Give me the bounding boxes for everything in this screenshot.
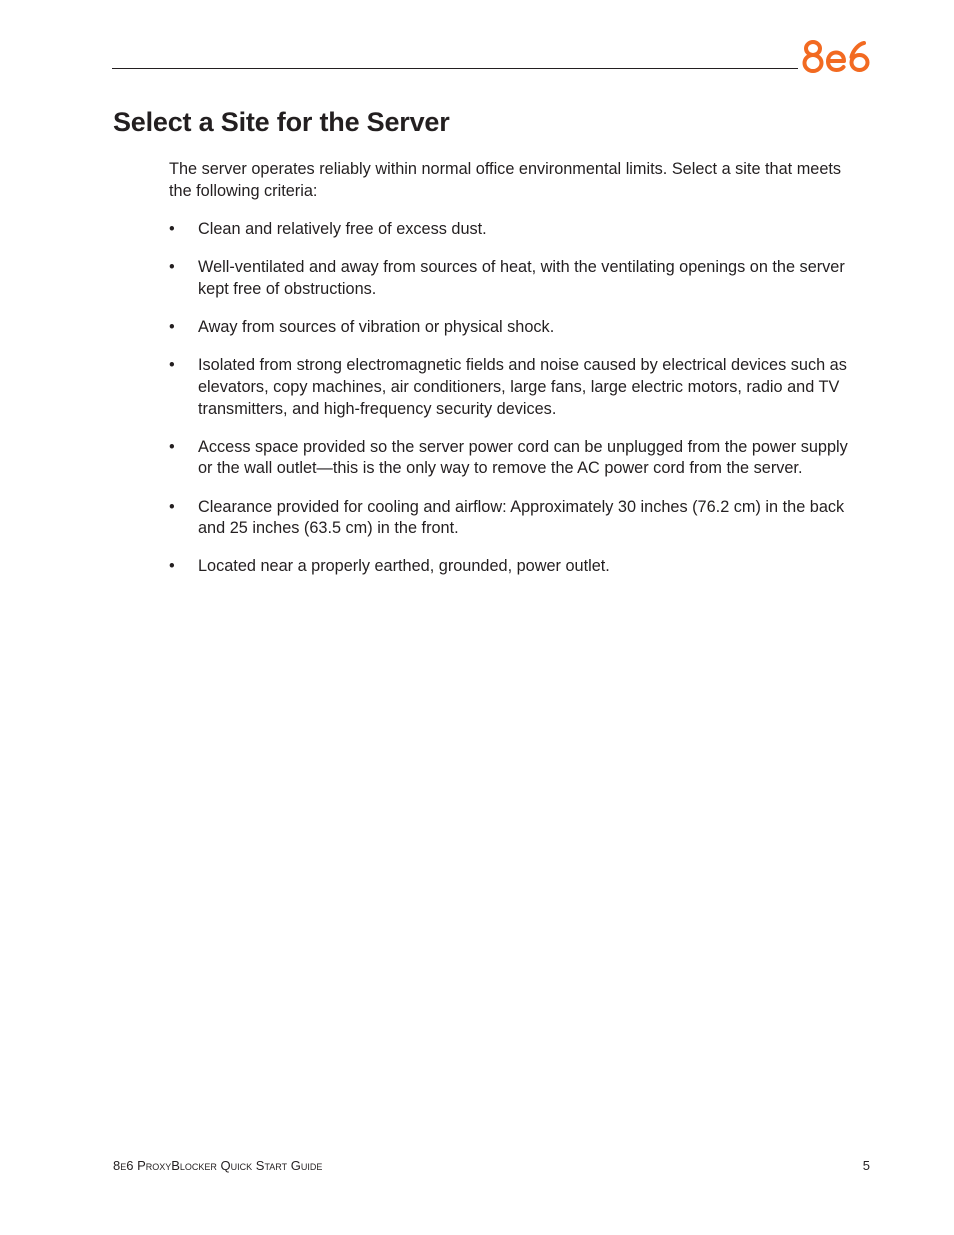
intro-paragraph: The server operates reliably within normal office environmental limits. Select a site that meets the following criteria: [169, 160, 842, 200]
brand-logo [802, 34, 872, 78]
list-item-text: Well-ventilated and away from sources of heat, with the ventilating openings on the server kept free of obstructions. [198, 258, 845, 298]
list-item [169, 317, 849, 339]
footer-guide-title: 8e6 ProxyBlocker Quick Start Guide [113, 1158, 323, 1173]
list-item-text: Isolated from strong electromagnetic fields and noise caused by electrical devices such as elevators, copy machines, air conditioners, large fans, large electric motors, radio and TV transmitters, and high-frequency security devices. [198, 356, 847, 418]
list-item-text: Away from sources of vibration or physical shock. [198, 318, 555, 337]
list-item-text: Located near a properly earthed, grounded, power outlet. [198, 557, 610, 576]
list-item-text: Clean and relatively free of excess dust. [198, 220, 487, 239]
bullet-icon: • [169, 318, 175, 337]
bullet-icon: • [169, 557, 175, 576]
page-title: Select a Site for the Server [113, 107, 450, 137]
list-item [169, 219, 849, 241]
list-item [169, 355, 849, 420]
list-item [169, 556, 849, 578]
bullet-icon: • [169, 497, 175, 516]
list-item [169, 437, 849, 480]
bullet-icon: • [169, 356, 175, 375]
bullet-icon: • [169, 220, 175, 239]
8e6-logo-icon [802, 34, 872, 78]
list-item [169, 497, 849, 540]
list-item-text: Clearance provided for cooling and airflow: Approximately 30 inches (76.2 cm) in the back and 25 inches (63.5 cm) in the front. [198, 497, 845, 538]
header-rule [112, 68, 798, 69]
list-item [169, 257, 849, 300]
main-content [169, 159, 849, 594]
list-item-text: Access space provided so the server power cord can be unplugged from the power supply or the wall outlet—this is the only way to remove the AC power cord from the server. [198, 437, 848, 478]
criteria-list [169, 219, 849, 578]
bullet-icon: • [169, 437, 175, 456]
bullet-icon: • [169, 258, 175, 277]
page-number: 5 [862, 1158, 870, 1173]
